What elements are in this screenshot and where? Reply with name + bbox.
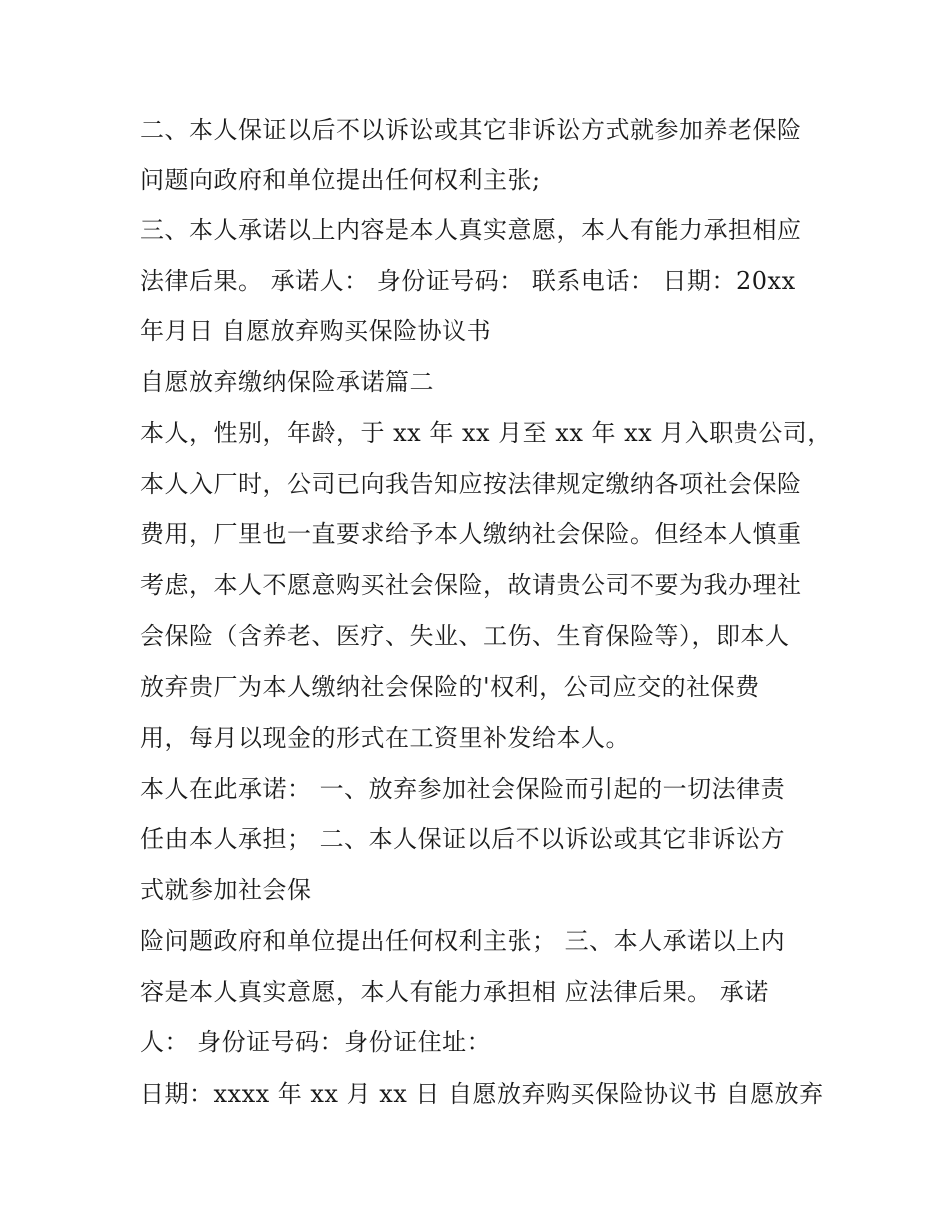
- text-line: 本人入厂时，公司已向我告知应按法律规定缴纳各项社会保险: [140, 470, 802, 498]
- text-line: 三、本人承诺以上内容是本人真实意愿，本人有能力承担相应: [140, 216, 802, 244]
- text-line: 式就参加社会保: [140, 876, 312, 904]
- text-line: 二、本人保证以后不以诉讼或其它非诉讼方式就参加养老保险: [140, 116, 802, 144]
- text-line: 用，每月以现金的形式在工资里补发给本人。: [140, 724, 630, 752]
- text-line: 日期：xxxx 年 xx 月 xx 日 自愿放弃购买保险协议书 自愿放弃: [140, 1080, 824, 1108]
- text-line: 放弃贵厂为本人缴纳社会保险的'权利，公司应交的社保费: [140, 673, 760, 701]
- text-line: 本人，性别，年龄，于 xx 年 xx 月至 xx 年 xx 月入职贵公司，: [140, 419, 832, 447]
- text-line: 任由本人承担； 二、本人保证以后不以诉讼或其它非诉讼方: [140, 825, 786, 853]
- text-line: 会保险（含养老、医疗、失业、工伤、生育保险等），即本人: [140, 622, 790, 650]
- text-line: 考虑，本人不愿意购买社会保险，故请贵公司不要为我办理社: [140, 571, 802, 599]
- section-heading: 自愿放弃缴纳保险承诺篇二: [140, 368, 434, 396]
- text-line: 险问题政府和单位提出任何权利主张； 三、本人承诺以上内: [140, 927, 786, 955]
- text-line: 年月日 自愿放弃购买保险协议书: [140, 317, 492, 345]
- text-line: 容是本人真实意愿，本人有能力承担相 应法律后果。 承诺: [140, 978, 769, 1006]
- text-line: 法律后果。 承诺人： 身份证号码： 联系电话： 日期：20xx: [140, 267, 796, 295]
- text-line: 问题向政府和单位提出任何权利主张;: [140, 166, 541, 194]
- text-line: 人： 身份证号码：身份证住址：: [140, 1028, 492, 1056]
- text-line: 费用，厂里也一直要求给予本人缴纳社会保险。但经本人慎重: [140, 520, 802, 548]
- text-line: 本人在此承诺： 一、放弃参加社会保险而引起的一切法律责: [140, 775, 786, 803]
